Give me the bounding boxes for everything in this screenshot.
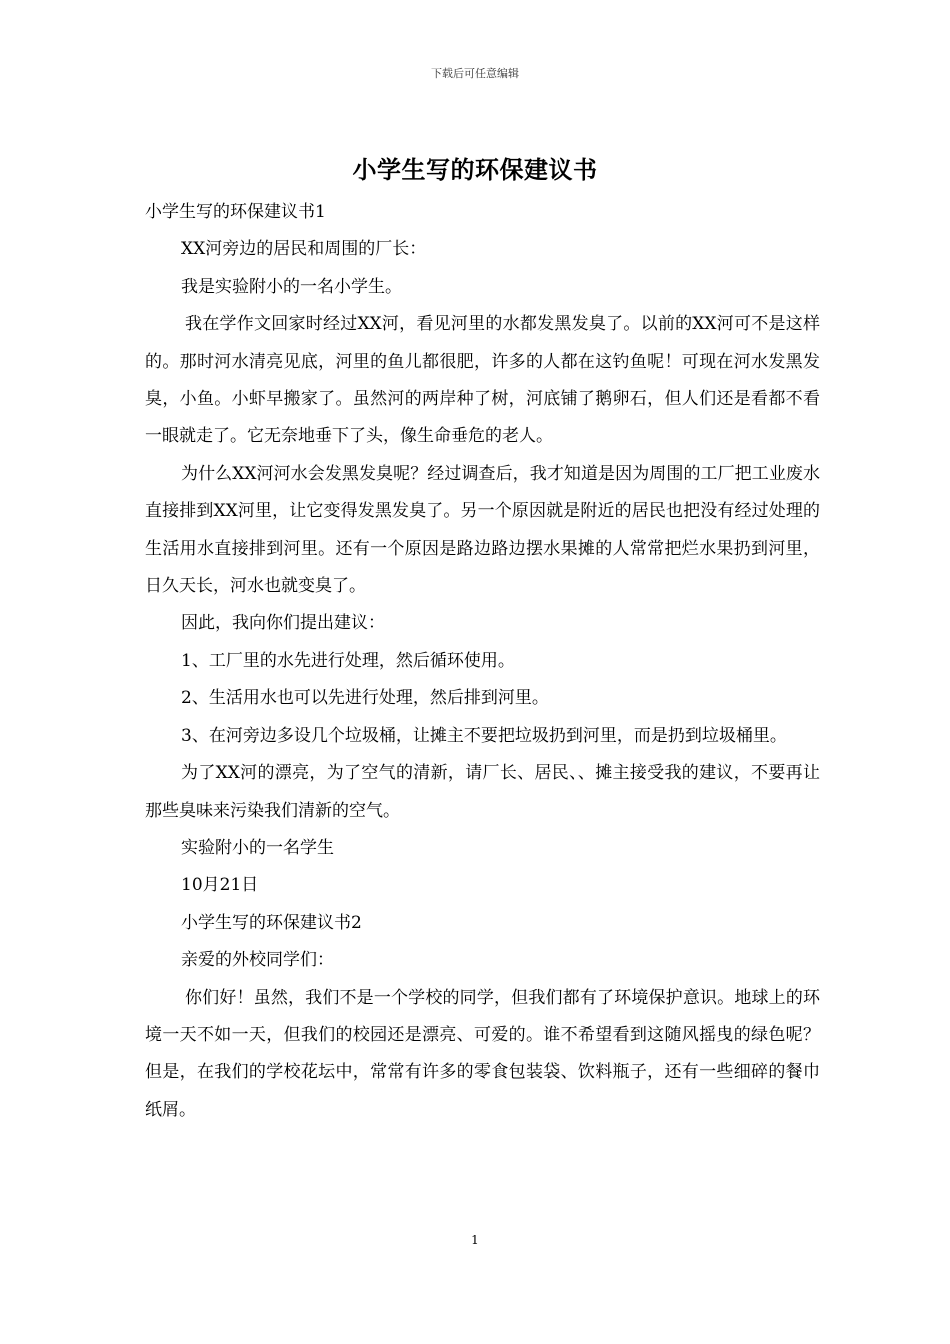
paragraph-closing: 为了XX河的漂亮，为了空气的清新，请厂长、居民、、摊主接受我的建议，不要再让那些臭味来污染我们清新的空气。	[145, 763, 820, 821]
section-heading-2: 小学生写的环保建议书2	[181, 912, 362, 933]
page-header-note: 下载后可任意编辑	[431, 67, 519, 80]
suggestion-item-2: 2、生活用水也可以先进行处理，然后排到河里。	[181, 688, 549, 709]
suggestion-item-3: 3、在河旁边多设几个垃圾桶，让摊主不要把垃圾扔到河里，而是扔到垃圾桶里。	[181, 725, 787, 746]
salutation-1: XX河旁边的居民和周围的厂长：	[181, 239, 427, 260]
paragraph-cause: 为什么XX河河水会发黑发臭呢？经过调查后，我才知道是因为周围的工厂把工业废水直接排到XX河里，让它变得发黑发臭了。另一个原因就是附近的居民也把没有经过处理的生活用水直接排到河里。还有一个原因是路边路边摆水果摊的人常常把烂水果扔到河里，日久天长，河水也就变臭了。	[145, 463, 820, 597]
suggestion-item-1: 1、工厂里的水先进行处理，然后循环使用。	[181, 650, 515, 671]
document-body	[145, 194, 820, 1129]
paragraph-greeting: 你们好！虽然，我们不是一个学校的同学，但我们都有了环境保护意识。地球上的环境一天不如一天，但我们的校园还是漂亮、可爱的。谁不希望看到这随风摇曳的绿色呢？但是，在我们的学校花坛中，常常有许多的零食包装袋、饮料瓶子，还有一些细碎的餐巾纸屑。	[145, 987, 820, 1120]
paragraph-intro: 我是实验附小的一名小学生。	[181, 276, 402, 297]
document-title: 小学生写的环保建议书	[352, 155, 598, 184]
date: 10月21日	[181, 875, 259, 896]
signature: 实验附小的一名学生	[181, 837, 334, 858]
salutation-2: 亲爱的外校同学们：	[181, 950, 334, 971]
section-heading-1: 小学生写的环保建议书1	[145, 202, 326, 222]
paragraph-river-description: 我在学作文回家时经过XX河，看见河里的水都发黑发臭了。以前的XX河可不是这样的。那时河水清亮见底，河里的鱼儿都很肥，许多的人都在这钓鱼呢！可现在河水发黑发臭，小鱼。小虾早搬家了。虽然河的两岸种了树，河底铺了鹅卵石，但人们还是看都不看一眼就走了。它无奈地垂下了头，像生命垂危的老人。	[145, 314, 820, 447]
page-number: 1	[471, 1233, 479, 1247]
paragraph-suggestion-intro: 因此，我向你们提出建议：	[181, 613, 385, 634]
